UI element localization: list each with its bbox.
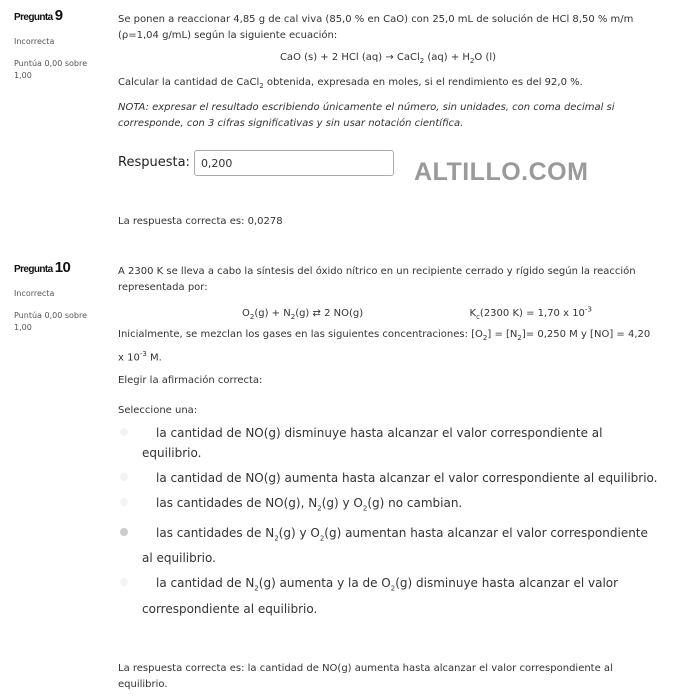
question-label: Pregunta bbox=[14, 12, 53, 23]
subscript-text: 2 bbox=[259, 82, 264, 90]
question-status: Incorrecta bbox=[14, 289, 55, 298]
question-number bbox=[14, 7, 104, 24]
question-status: Incorrecta bbox=[14, 37, 55, 46]
text-segment: ]= 0,250 M y [NO] = 4,20 x 10 bbox=[118, 329, 651, 364]
chemical-equation bbox=[118, 50, 658, 69]
text-segment: las cantidades de NO(g), N bbox=[156, 495, 318, 510]
question-prompt: Elegir la afirmación correcta: bbox=[118, 374, 263, 386]
equilibrium-constant bbox=[469, 306, 592, 322]
question-number-value: 10 bbox=[54, 259, 71, 276]
correct-answer: La respuesta correcta es: 0,0278 bbox=[118, 216, 283, 227]
question-text-2 bbox=[118, 327, 658, 366]
question-text: Se ponen a reaccionar 4,85 g de cal viva (85,0 % en CaO) con 25,0 mL de solución de HCl 8,50 % m/m (ρ=1,04 g/mL) según la siguiente ecuación: bbox=[118, 14, 634, 41]
subscript-text: 2 bbox=[362, 504, 368, 513]
text-segment: las cantidades de N bbox=[156, 526, 275, 541]
supscript-text: -3 bbox=[139, 350, 147, 359]
radio-button[interactable] bbox=[120, 528, 128, 536]
text-segment: (g) aumenta y la de O bbox=[258, 576, 391, 591]
radio-button[interactable] bbox=[120, 473, 128, 481]
subscript-text: 2 bbox=[249, 313, 255, 322]
text-segment: Calcular la cantidad de CaCl bbox=[118, 77, 260, 88]
question-note: NOTA: expresar el resultado escribiendo únicamente el número, sin unidades, con coma decimal si corresponde, con 3 cifras significativas y sin usar notación científica. bbox=[118, 102, 615, 129]
text-segment: (g) disminuye hasta alcanzar el valor correspondiente al equilibrio. bbox=[142, 576, 619, 616]
text-segment: (g) + N bbox=[254, 308, 291, 320]
question-info bbox=[14, 259, 104, 344]
subscript-text: 2 bbox=[419, 57, 425, 65]
option-text bbox=[156, 471, 658, 485]
question-text: A 2300 K se lleva a cabo la síntesis del óxido nítrico en un recipiente cerrado y rígido según la reacción representada por: bbox=[118, 266, 636, 293]
question-content bbox=[118, 264, 658, 699]
question-content bbox=[118, 12, 658, 236]
correct-answer: La respuesta correcta es: la cantidad de NO(g) aumenta hasta alcanzar el valor correspondiente al equilibrio. bbox=[118, 662, 613, 690]
subscript-text: 2 bbox=[290, 313, 296, 322]
text-segment: la cantidad de NO(g) aumenta hasta alcanzar el valor correspondiente al equilibrio. bbox=[156, 470, 658, 485]
question-label: Pregunta bbox=[14, 264, 53, 275]
option-3[interactable] bbox=[118, 493, 658, 518]
question-info bbox=[14, 7, 104, 92]
option-5[interactable] bbox=[118, 573, 658, 618]
option-text bbox=[142, 526, 648, 565]
question-number-value: 9 bbox=[54, 7, 63, 24]
text-segment: (g) y O bbox=[321, 495, 363, 510]
equation-row bbox=[118, 302, 658, 325]
option-text bbox=[156, 495, 463, 513]
text-segment: K bbox=[469, 308, 477, 320]
text-segment: CaO (s) + 2 HCl (aq) → CaCl bbox=[279, 52, 420, 63]
option-4[interactable] bbox=[118, 523, 658, 568]
option-2[interactable] bbox=[118, 468, 658, 488]
chemical-equation bbox=[242, 308, 364, 322]
option-text bbox=[142, 576, 618, 615]
text-segment: (aq) + H bbox=[424, 52, 470, 63]
subscript-text: 2 bbox=[390, 584, 396, 593]
text-segment: la cantidad de NO(g) disminuye hasta alcanzar el valor correspondiente al equilibrio. bbox=[142, 425, 603, 460]
text-segment: (g) y O bbox=[278, 526, 320, 541]
answer-label: Respuesta: bbox=[118, 155, 190, 170]
option-1[interactable] bbox=[118, 423, 658, 463]
text-segment: (2300 K) = 1,70 x 10 bbox=[479, 308, 585, 320]
text-segment: Inicialmente, se mezclan los gases en las siguientes concentraciones: [O bbox=[118, 329, 483, 341]
subscript-text: 2 bbox=[254, 584, 259, 593]
text-segment: M. bbox=[146, 352, 162, 364]
select-label: Seleccione una: bbox=[118, 404, 198, 416]
subscript-text: 2 bbox=[469, 57, 475, 65]
question-number bbox=[14, 259, 104, 276]
text-segment: (g) ⇄ 2 NO(g) bbox=[295, 308, 364, 320]
radio-button[interactable] bbox=[120, 428, 128, 436]
text-segment: obtenida, expresada en moles, si el rendimiento es del 92,0 %. bbox=[263, 77, 583, 88]
supscript-text: -3 bbox=[584, 306, 592, 314]
question-text-2 bbox=[118, 75, 658, 94]
answer-input[interactable] bbox=[194, 150, 394, 176]
question-score: Puntúa 0,00 sobre 1,00 bbox=[14, 311, 88, 332]
radio-button[interactable] bbox=[120, 498, 128, 506]
radio-button[interactable] bbox=[120, 578, 128, 586]
text-segment: O bbox=[242, 308, 250, 320]
subscript-text: 2 bbox=[274, 534, 279, 543]
subscript-text: 2 bbox=[482, 334, 488, 343]
subscript-text: 2 bbox=[517, 334, 522, 343]
watermark: ALTILLO.COM bbox=[414, 158, 589, 186]
text-segment: (g) aumentan hasta alcanzar el valor correspondiente al equilibrio. bbox=[142, 526, 648, 566]
subscript-text: 2 bbox=[319, 534, 325, 543]
subscript-text: 2 bbox=[317, 504, 322, 513]
text-segment: O (l) bbox=[474, 52, 497, 63]
subscript-text: c bbox=[476, 313, 480, 322]
option-text bbox=[142, 426, 602, 460]
text-segment: ] = [N bbox=[487, 329, 518, 341]
question-score: Puntúa 0,00 sobre 1,00 bbox=[14, 59, 88, 80]
text-segment: (g) no cambian. bbox=[367, 495, 463, 510]
options-list bbox=[118, 423, 658, 619]
text-segment: la cantidad de N bbox=[156, 576, 255, 591]
